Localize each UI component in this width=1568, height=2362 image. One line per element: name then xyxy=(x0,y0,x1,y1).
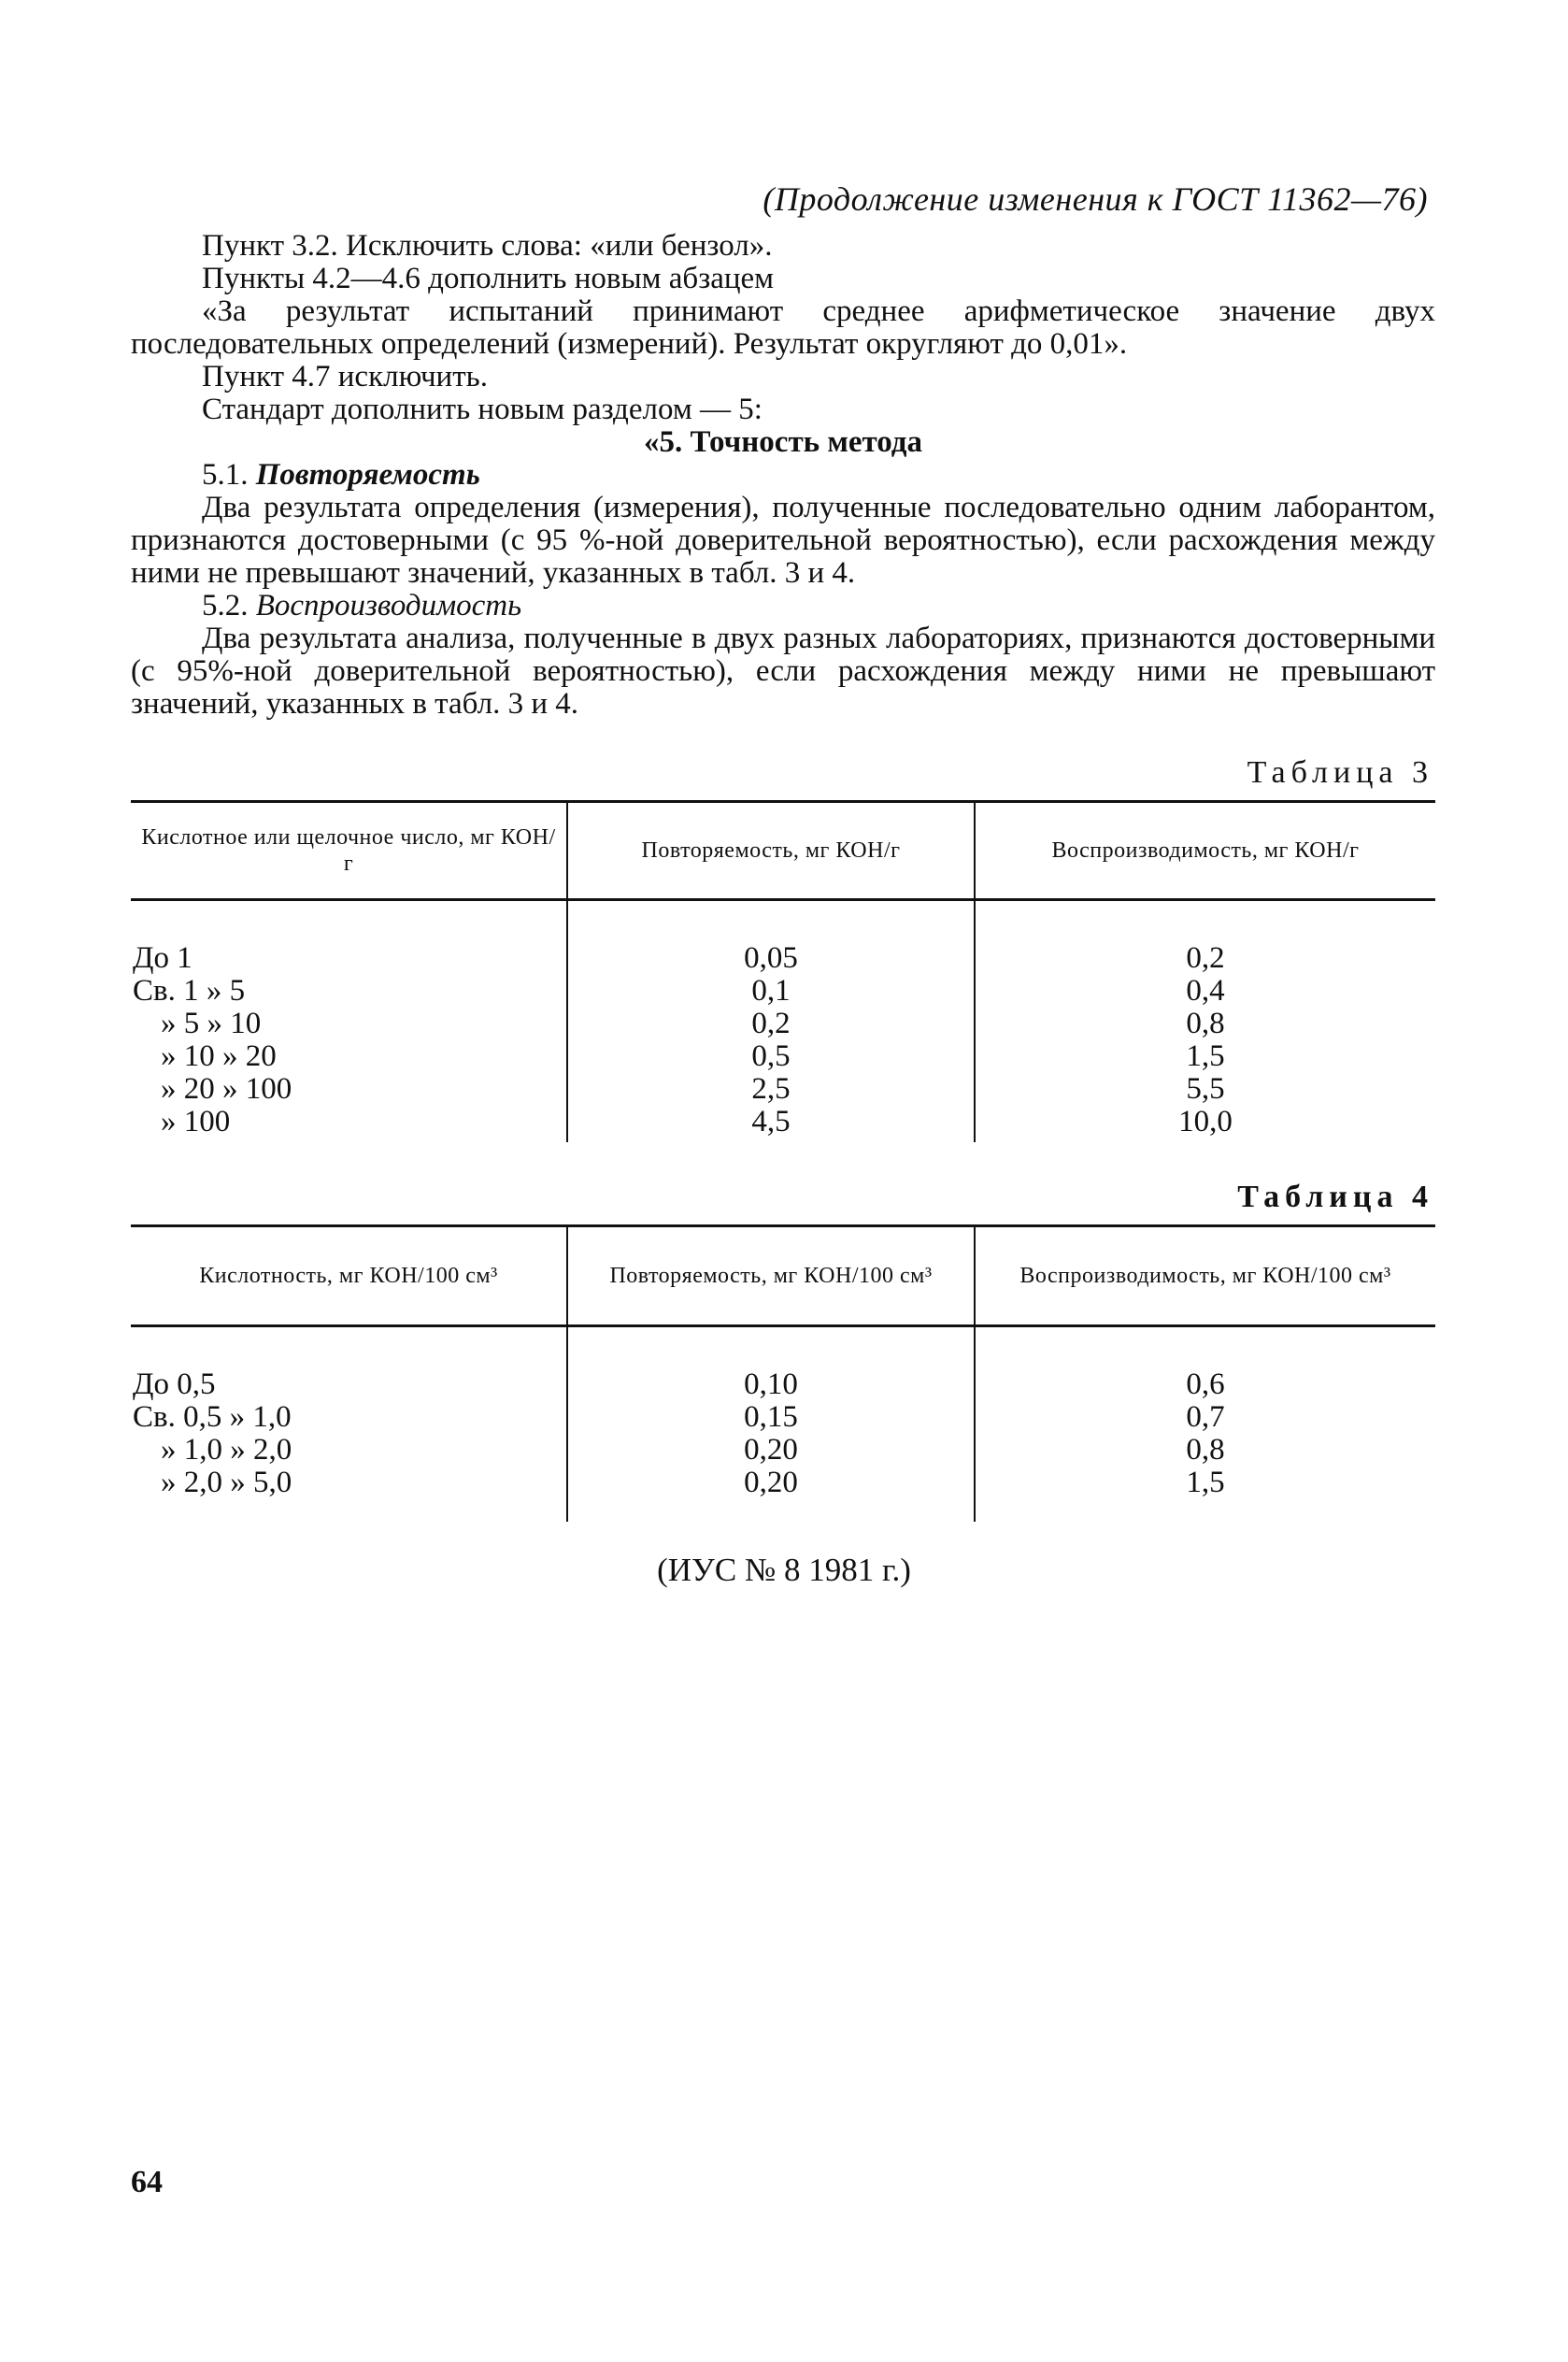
table-3-header-row xyxy=(131,800,1435,901)
table-3-range-column xyxy=(131,901,566,1142)
table-3-repeatability-column xyxy=(566,901,974,1142)
table-row-cell: 0,1 xyxy=(751,974,791,1008)
table-4 xyxy=(131,1224,1435,1522)
table-4-header-row xyxy=(131,1224,1435,1327)
table-3-header-acid-number: Кислотное или щелочное число, мг КОН/г xyxy=(141,825,556,876)
subsection-5-1-text: Два результата определения (измерения), полученные последовательно одним лаборантом, признаются достоверными (с 95 %-ной доверительной вероятностью), если расхождения между ними не превышают значений, указанных в табл. 3 и 4. xyxy=(131,491,1435,590)
subsection-5-1-title: Повторяемость xyxy=(255,458,480,492)
table-3-caption: Таблица 3 xyxy=(1247,755,1433,790)
table-row-cell: » 5 » 10 xyxy=(161,1007,262,1040)
table-row-cell: До 1 xyxy=(133,941,192,975)
table-row-cell: » 20 » 100 xyxy=(161,1072,292,1106)
table-row-cell: 0,20 xyxy=(744,1433,798,1467)
table-row-cell: 0,2 xyxy=(751,1007,791,1040)
table-row-cell: Св. 0,5 » 1,0 xyxy=(133,1400,292,1434)
table-row-cell: » 1,0 » 2,0 xyxy=(161,1433,292,1467)
paragraph-result-rule: «За результат испытаний принимают среднее арифметическое значение двух последовательных определений (измерений). Результат округляют до 0,01». xyxy=(131,294,1435,361)
table-row-cell: 0,15 xyxy=(744,1400,798,1434)
table-4-repeatability-column xyxy=(566,1327,974,1522)
table-4-reproducibility-column xyxy=(974,1327,1435,1522)
table-row-cell: 4,5 xyxy=(751,1105,791,1138)
table-row-cell: 0,5 xyxy=(751,1039,791,1073)
table-row-cell: До 0,5 xyxy=(133,1367,216,1401)
table-row-cell: 0,4 xyxy=(1186,974,1225,1008)
table-4-body xyxy=(131,1327,1435,1522)
table-3-body xyxy=(131,901,1435,1142)
table-row-cell: 0,05 xyxy=(744,941,798,975)
table-row-cell: 0,8 xyxy=(1186,1007,1225,1040)
paragraph-clause-3-2: Пункт 3.2. Исключить слова: «или бензол». xyxy=(202,229,773,263)
table-3-header-reproducibility: Воспроизводимость, мг КОН/г xyxy=(974,803,1435,898)
table-3-header-repeatability: Повторяемость, мг КОН/г xyxy=(566,803,974,898)
table-row-cell: 0,20 xyxy=(744,1466,798,1499)
table-4-range-column xyxy=(131,1327,566,1522)
table-row-cell: 0,10 xyxy=(744,1367,798,1401)
subsection-5-2-number: 5.2. xyxy=(202,589,249,623)
subsection-5-2-heading xyxy=(131,590,1435,623)
table-4-header-reproducibility: Воспроизводимость, мг КОН/100 см³ xyxy=(974,1227,1435,1324)
table-3-reproducibility-column xyxy=(974,901,1435,1142)
table-row-cell: » 2,0 » 5,0 xyxy=(161,1466,292,1499)
body-text xyxy=(131,230,1435,721)
subsection-5-1-heading xyxy=(131,459,1435,492)
table-row-cell: 0,2 xyxy=(1186,941,1225,975)
table-row-cell: 1,5 xyxy=(1186,1466,1225,1499)
paragraph-new-section: Стандарт дополнить новым разделом — 5: xyxy=(202,393,763,426)
page-header: (Продолжение изменения к ГОСТ 11362—76) xyxy=(763,180,1428,218)
table-row-cell: 2,5 xyxy=(751,1072,791,1106)
table-row-cell: 0,8 xyxy=(1186,1433,1225,1467)
table-4-caption: Таблица 4 xyxy=(1237,1180,1433,1214)
table-4-header-acidity: Кислотность, мг КОН/100 см³ xyxy=(199,1264,498,1288)
table-row-cell: Св. 1 » 5 xyxy=(133,974,246,1008)
table-row-cell: 10,0 xyxy=(1178,1105,1233,1138)
paragraph-clause-4-7: Пункт 4.7 исключить. xyxy=(202,360,488,394)
section-title: «5. Точность метода xyxy=(644,425,922,459)
source-note: (ИУС № 8 1981 г.) xyxy=(657,1552,911,1588)
table-4-header-repeatability: Повторяемость, мг КОН/100 см³ xyxy=(566,1227,974,1324)
table-row-cell: 0,7 xyxy=(1186,1400,1225,1434)
table-3 xyxy=(131,800,1435,1142)
table-row-cell: 1,5 xyxy=(1186,1039,1225,1073)
table-row-cell: » 100 xyxy=(161,1105,231,1138)
page-number: 64 xyxy=(131,2165,163,2199)
table-row-cell: » 10 » 20 xyxy=(161,1039,277,1073)
paragraph-clauses-4-2-4-6: Пункты 4.2—4.6 дополнить новым абзацем xyxy=(202,262,775,295)
subsection-5-2-title: Воспроизводимость xyxy=(255,589,522,623)
table-row-cell: 0,6 xyxy=(1186,1367,1225,1401)
subsection-5-1-number: 5.1. xyxy=(202,458,249,492)
table-row-cell: 5,5 xyxy=(1186,1072,1225,1106)
subsection-5-2-text: Два результата анализа, полученные в двух разных лабораториях, признаются достоверными (с 95%-ной доверительной вероятностью), если расхождения между ними не превышают значений, указанных в табл. 3 и 4. xyxy=(131,622,1435,721)
